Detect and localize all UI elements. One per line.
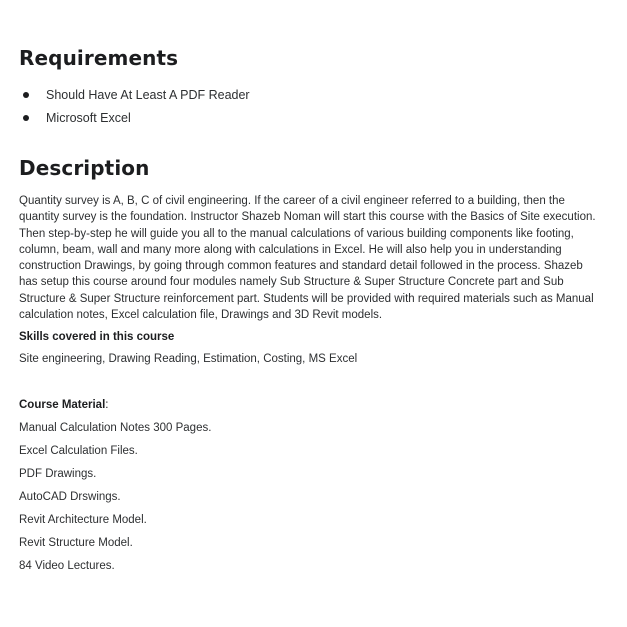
- course-material-label: Course Material: [19, 399, 106, 412]
- requirement-item: [19, 84, 250, 107]
- material-item: Revit Architecture Model.: [19, 514, 147, 527]
- material-item: PDF Drawings.: [19, 468, 97, 481]
- requirement-text: Microsoft Excel: [46, 111, 131, 125]
- course-material-list: [19, 420, 604, 581]
- bullet-icon: [23, 115, 29, 121]
- requirement-item: [19, 107, 250, 130]
- requirements-heading: Requirements: [19, 46, 179, 70]
- course-material-heading: [19, 397, 604, 414]
- material-item: AutoCAD Drswings.: [19, 491, 121, 504]
- description-body: [19, 193, 604, 581]
- material-item: Excel Calculation Files.: [19, 445, 138, 458]
- bullet-icon: [23, 92, 29, 98]
- material-item: Revit Structure Model.: [19, 537, 133, 550]
- material-item: Manual Calculation Notes 300 Pages.: [19, 422, 212, 435]
- requirement-text: Should Have At Least A PDF Reader: [46, 88, 250, 102]
- material-item: 84 Video Lectures.: [19, 560, 115, 573]
- requirements-list: [19, 84, 250, 130]
- skills-heading: Skills covered in this course: [19, 331, 175, 344]
- description-heading: Description: [19, 156, 150, 180]
- skills-list: Site engineering, Drawing Reading, Estimation, Costing, MS Excel: [19, 353, 358, 366]
- course-material-colon: :: [105, 399, 109, 412]
- description-paragraph: Quantity survey is A, B, C of civil engineering. If the career of a civil engineer referred to a building, then the quantity survey is the foundation. Instructor Shazeb Noman will start this course with the Basics of Site execution. Then step-by-step he will guide you all to the manual calculations of various building components like footing, column, beam, wall and many more along with calculations in Excel. He will also help you in understanding construction Drawings, by going through common features and standard detail followed in the process. Shazeb has setup this course around four modules namely Sub Structure & Super Structure Concrete part and Sub Structure & Super Structure reinforcement part. Students will be provided with required materials such as Manual calculation notes, Excel calculation file, Drawings and 3D Revit models.: [19, 195, 596, 322]
